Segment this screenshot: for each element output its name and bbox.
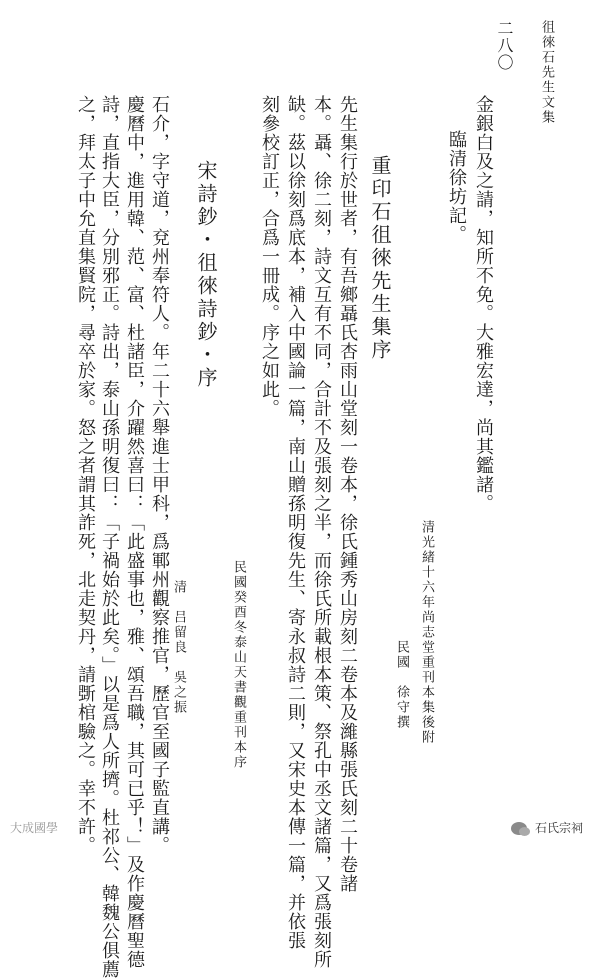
text-column-8: 缺。茲以徐刻爲底本，補入中國論一篇，南山贈孫明復先生、寄永叔詩二則，又宋史本傳一篇，并依張 [285,95,306,950]
text-column-14: 慶曆中，進用韓、范、富、杜諸臣，介躍然喜曰：「此盛事也，雅、頌吾職，其可已乎！」及作慶曆聖德 [124,95,145,969]
watermark-right [511,819,583,836]
text-column-1: 金銀白及之請，知所不免。大雅宏達，尚其鑑諸。 [473,95,494,513]
text-column-15: 詩，直指大臣，分別邪正。詩出，泰山孫明復曰：「子禍始於此矣。」以是爲人所擠。杜祁公、韓魏公俱薦 [99,95,120,979]
section-heading-1: 重印石徂徠先生集序 [368,155,392,362]
wechat-icon [511,822,527,835]
text-column-9: 刻參校訂正，合爲一冊成。序之如此。 [259,95,280,418]
attribution-line: 清光緒十六年尚志堂重刊本集後附 [419,520,434,745]
text-column-16: 之，拜太子中允直集賢院，尋卒於家。怒之者謂其詐死，北走契丹，請斲棺驗之。幸不許。 [75,95,96,855]
running-title: 徂徠石先生文集 [539,20,554,125]
page-number [496,20,512,75]
author-line-2: 清 吕留良 吳之振 [171,580,186,715]
watermark-left [10,819,58,836]
watermark-left-text: 大成國學 [10,821,59,835]
preface-source: 民國癸酉冬泰山天書觀重刊本序 [231,560,246,770]
watermark-right-text: 石氏宗祠 [534,821,583,835]
page-number-text: 二八〇 [495,20,514,71]
text-column-2: 臨清徐坊記。 [446,130,467,244]
section-heading-2: 宋詩鈔・徂徠詩鈔・序 [194,160,218,390]
text-column-7: 本。聶、徐二刻，詩文互有不同，合計不及張刻之半，而徐氏所載根本策、祭孔中丞文諸篇，又爲張刻所 [311,95,332,969]
author-line: 民國 徐守撰 [394,640,409,730]
text-column-6: 先生集行於世者，有吾鄉聶氏杏雨山堂刻一卷本，徐氏鍾秀山房刻二卷本及濰縣張氏刻二十卷諸 [337,95,358,893]
text-column-13: 石介，字守道，兗州奉符人。年二十六舉進士甲科，爲鄆州觀察推官，歷官至國子監直講。 [149,95,170,855]
